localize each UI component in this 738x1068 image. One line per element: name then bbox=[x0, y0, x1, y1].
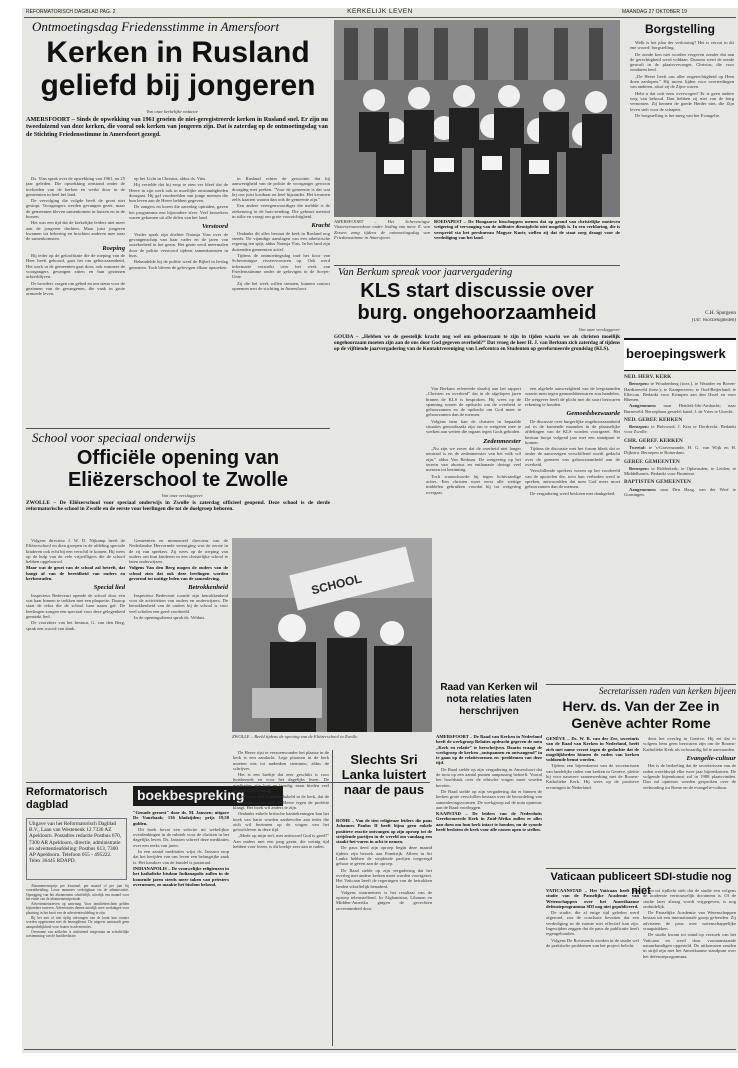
school-photo-caption bbox=[232, 734, 432, 746]
choir-photo-caption bbox=[334, 219, 430, 263]
reformatorisch-terms: Abonnementsprijs per kwartaal, per maand of per jaar bij vooruitbetaling. Losse nummers verkrijgbaar via de administratie. Opzegging van het abonnement schriftelijk, uiterlijk een maand voor het einde van de abonnementsperiode. Advertentietarieven op aanvraag. Voor familieberichten gelden bijzondere tarieven. Advertenties dienen uiterlijk twee werkdagen voor plaatsing in het bezit van de advertentieafdeling te zijn. Bij het niet of niet tijdig ontvangen van de krant kan contact worden opgenomen met de bezorgdienst. De uitgever aanvaardt geen aansprakelijkheid voor fouten in advertenties. Overname van artikelen is uitsluitend toegestaan na schriftelijke toestemming van de hoofdredactie. bbox=[26, 884, 129, 939]
school-headline-1: Officiële opening van bbox=[76, 447, 280, 469]
kls-subhead-gemoedsbezwaarde: Gemoedsbezwaarde bbox=[566, 410, 620, 418]
vaticaan-top-rule bbox=[546, 868, 736, 869]
school-top-rule bbox=[26, 428, 330, 429]
russia-subhead-verstoord: Verstoord bbox=[201, 223, 228, 231]
reformatorisch-title-2: dagblad bbox=[26, 799, 69, 811]
russia-body-col-3: in Rusland echter de gewoonte dat bij aanwezigheid van de politie de voorganger gewoon doorging met preken. "Voor de gemeente is dat wat bij ons juist kostbaar en heel bijzonder. Het kwamen zelfs kaarten waarin dan ook de gemeente zijn." Een andere vertegenwoordiger die meldde is de ziekenzorg in de huis-zending. Die gebeurt meestal in stilte en vraagt om grote voorzichtigheid. Kracht Ondanks dit alles bestaat de kerk in Rusland nog steeds. De vijandige aanslagen van een atheïstische regering ten spijt, aldus Natasja Vins. In het land zijn duizenden gemeenten actief. Tijdens de ontmoetingsdag trad het koor van Scheveningse vissersvrouwen op. Ook werd informatie verstrekt over het werk van Friedensstimme onder de gelovigen in de Sovjet-Unie. Zij die het werk willen steunen, kunnen contact opnemen met de stichting in Amersfoort. bbox=[232, 176, 330, 291]
vaticaan-body-col-1: VATICAANSTAD – Het Vaticaan heeft een studie van de Pauselijke Academie van Wetenschappen over het Amerikaanse defensieprogramma SDI nog niet gepubliceerd. De studie, die al enige tijd geleden werd afgerond, zou de conclusie bevatten dat een verdediging in de ruimte niet effectief kan zijn. Ingewijden zeggen dat de paus de publicatie heeft tegengehouden. Volgens De Rovasenda worden in de studie wel de praktische problemen van het project belicht. bbox=[546, 888, 639, 948]
raad-headline: Raad van Kerken wil nota relaties laten herschrijven bbox=[440, 682, 538, 717]
borgstelling-body: Welk is het plan der verlossing? Het is vervat in dit ene woord: borgstelling. De zonde kon niet worden vergeven zonder dat aan de gerechtigheid werd voldaan. Daarom werd de zonde gestraft in de plaatsvervanger, Christus, die voor zondaren leed. „De Heere heeft ons aller ongerechtigheid op Hem doen aanlopen.” Hij moest lijden voor overtredingen van anderen, alsof zij de Zijne waren. Hebt u dat ooit eens overwogen? Er is geen andere weg van behoud. Dan hebben zij niet van de borg vernomen. Zij kennen de goede Herder niet, die Zijn leven stelt voor de schapen. De borgstelling is het merg van het Evangelie. bbox=[630, 40, 734, 118]
vaticaanstad-dateline: VATICAANSTAD bbox=[546, 888, 582, 893]
svg-text:SCHOOL: SCHOOL bbox=[309, 571, 364, 598]
geneve-kicker: Secretarissen raden van kerken bijeen bbox=[598, 686, 736, 696]
school-body-col-2: Gemeenten en momenteel directeur van de Nederlandse Hervormde vereniging was de eerste in de rij van sprekers. Zij wees op de roeping van ouders om hun kinderen in een christelijke school te laten onderwijzen. Volgens Van den Berg mogen de ouders van de school zien dat ook deze leerlingen worden gevormd tot nuttige leden van de samenleving. Betrokkenheid Inspecteur Bedeveurt toonde zijn betrokkenheid voor de activiteiten van ouders en onderwijzers. De betrokkenheid van de ouders bij de school is voor veel scholen een goed voorbeeld. In de openingsdienst sprak ds. Velduis. bbox=[129, 538, 228, 621]
srilanka-headline: Slechts Sri Lanka luistert naar de paus bbox=[341, 752, 427, 797]
geneve-subhead: Evangelie-cultuur bbox=[686, 754, 736, 762]
book-review-col-1: "Genade geroest" door ds. M. Janssen; uitgave De Vuurbaak; 136 bladzijden; prijs 19,50 gulden. Dit boek bevat een selectie uit wekelijkse overdenkingen in de rubriek voor de christen in het dagelijks leven. Ds. Janssen schreef deze meditaties over een reeks van jaren. In een aantal meditaties wijst ds. Janssen erop dat het berijden van ons leven een belangrijke zaak is. Het karakter van de bundel is pastoraal. INDIANAPOLIS – De vrouwelijke religieuzen in het katholieke bisdom Indianapolis zullen in de komende jaren steeds meer taken van priesters overnemen, zo maakte het bisdom bekend. bbox=[133, 810, 229, 887]
indianapolis-dateline: INDIANAPOLIS bbox=[133, 865, 167, 871]
beroepingswerk-body: NED. HERV. KERK Beroepen: te Woudenberg (toez.), te Waarder en Boven-Hardinxveld (toez.); te Kamperveen; te Oud-Beijerland; te Ellecom. Bedankt voor Krimpen aan den IJssel en voor Rhenen. Aangenomen: naar Hendrik-Ido-Ambacht; naar Barneveld. Beroepbaar gesteld: kand. J. de Vries te Utrecht. NED. GEREF. KERKEN Beroepen: te Bolsward, J. Kim te Dordrecht. Bedankt voor Zwolle. CHR. GEREF. KERKEN Tweetal: te 's-Gravenzande, H. G. van Wijk en H. Dijkstra. Beroepen te Rotterdam. GEREF. GEMEENTEN Beroepen: te Ridderkerk; te Opheusden; te Leiden; te Middelharnis. Bedankt voor Bruinisse. BAPTISTEN GEMEENTEN Aangenomen: naar Den Haag, van der Werf te Groningen. bbox=[624, 374, 736, 497]
geneve-headline-2: Genève achter Rome bbox=[571, 715, 711, 731]
church-section-geref: NED. GEREF. KERKEN bbox=[624, 416, 683, 423]
kls-subhead-zedenmeester: Zedenmeester bbox=[483, 437, 521, 445]
russia-headline-1: Kerken in Rusland bbox=[46, 36, 310, 69]
school-caption-text: ZWOLLE – Beeld tijdens de opening van de Eliëzerschool in Zwolle. bbox=[232, 734, 359, 739]
school-subhead-betrokkenheid: Betrokkenheid bbox=[188, 584, 228, 592]
church-section-chr-geref: CHR. GEREF. KERKEN bbox=[624, 437, 683, 444]
footer-rule bbox=[24, 1049, 736, 1050]
borgstelling-signature-sub: (Uit: Voorzienigheden) bbox=[691, 318, 736, 323]
russia-byline: Van onze kerkelijke redactie bbox=[146, 109, 198, 114]
kls-top-rule bbox=[334, 265, 620, 266]
church-section-geref-gem: GEREF. GEMEENTEN bbox=[624, 458, 680, 465]
school-photo-image bbox=[232, 538, 432, 732]
russia-body-col-2: op het Licht in Christus, aldus ds. Vins. Hij vertelde dat hij erop te zien ver bleef dat de Heere in zijn werk ook in moeilijke omstandigheden doorgaat. Hij gaf voorbeelden van jonge mensen die hun leven aan de Heere hebben gegeven. De zangers en koren die zaterdag optraden, gaven het programma een bijzondere sfeer. Veel bezoekers waren gekomen uit alle delen van het land. Verstoord Verder sprak zijn dochter Natasja Vins over de gevangenschap van haar vader en de jaren van onzekerheid in het gezin. Het gezin werd meermalen door de politie verstoord tijdens samenkomsten in huis. Behandelde hij de politie werd de Bijbel in beslag genomen. Toch bleven de gelovigen elkaar opzoeken. bbox=[129, 176, 228, 270]
borgstelling-box bbox=[624, 22, 736, 334]
boedapest-dateline: BOEDAPEST bbox=[434, 219, 462, 224]
russia-headline-2: geliefd bij jongeren bbox=[40, 69, 316, 102]
srilanka-body: ROME – Van de tien religieuze leiders die paus Johannes Paulus II heeft bijna geen enkele positieve reactie ontvangen op zijn oproep tot de strijdende partijen in de wereld om vandaag een staakt-het-vuren in acht te nemen. De paus deed zijn oproep begin deze maand tijdens zijn bezoek aan Frankrijk. Alleen in Sri Lanka hebben de strijdende partijen toegezegd gehoor te geven aan de oproep. De Raad stelde op zijn vergadering dat het overleg met andere kerken moet worden voortgezet. Het Vaticaan heeft de regeringen van de betrokken landen schriftelijk benaderd. Volgens waarnemers is het resultaat van de oproep teleurstellend. In Afghanistan, Libanon en Midden-Amerika gingen de gevechten onverminderd door. bbox=[336, 818, 432, 911]
geneve-top-rule bbox=[546, 684, 736, 685]
russia-subhead-kracht: Kracht bbox=[311, 222, 330, 230]
kls-body-col-2: een algehele aanwezigheid van de leegstaanden waarin men tegen gemoedsbezwaren zou handelen. De wetgever heeft de plicht met dit soort bezwaren rekening te houden. Gemoedsbezwaarde De discussie over burgerlijke ongehoorzaamheid zal in de komende maanden in de plaatselijke afdelingen van de KLS worden voortgezet. Het bestuur hoopt volgend jaar met een standpunt te komen. Tijdens de discussie met het forum bleek dat er onder de aanwezigen verschillend wordt gedacht over de grenzen van gehoorzaamheid aan de overheid. Verschillende sprekers wezen op het voorbeeld van de apostelen die, toen hun verboden werd te spreken, antwoordden dat men God meer moet gehoorzamen dan de mensen. De vergadering werd besloten met dankgebed. bbox=[525, 386, 620, 496]
russia-lead: AMERSFOORT – Sinds de opwekking van 1961 groeien de niet-geregistreerde kerken in Rusland snel. Er zijn nu tweeduizend van deze kerken, die vooral ook kerken van jongeren zijn. Dat is zaterdag op de ontmoetingsdag van de Stichting Friedensstimme in Amersfoort gezegd. bbox=[26, 116, 328, 138]
choir-photo-image bbox=[334, 20, 620, 217]
reformatorisch-info: Uitgave van het Reformatorisch Dagblad B.V., Laan van Westenenk 12 7336 AZ Apeldoorn. Postadres redactie Postbus 670, 7300 AR Apeldoorn, directie, administratie en advertentieafdeling: Postbus 613, 7300 AP Apeldoorn. Telefoon 055 - 495222. Telex 36445 RDAPD. bbox=[26, 818, 127, 880]
geneve-headline-1: Herv. ds. Van der Zee in bbox=[562, 698, 720, 714]
kaapstad-dateline: KAAPSTAD bbox=[436, 811, 461, 817]
kls-body-col-1: Van Berkum refereerde daarbij aan het rapport „Christen en overheid” dat in de afgelopen jaren binnen de KLS is besproken. Hij wees op de spanning tussen de opdracht om de overheid te gehoorzamen en de opdracht om God meer te gehoorzamen dan de mensen. Volgens hem kan de christen in bepaalde situaties genoodzaakt zijn om te weigeren mee te werken aan wetten die ingaan tegen Gods geboden. Zedenmeester „Nu zijn we zover dat de overheid niet langer neutraal is en de zedenmeester van het volk wil zijn,” aldus Van Berkum. De wetgeving op het terrein van abortus en euthanasie dwingt veel mensen tot bezinning. Toch waarschuwde hij tegen lichtvaardige acties. Een christen moet eerst alle wettige middelen gebruiken voordat hij tot weigering overgaat. bbox=[426, 386, 521, 495]
borgstelling-title: Borgstelling bbox=[644, 22, 715, 36]
masthead-center: KERKELIJK LEVEN bbox=[347, 8, 413, 15]
kls-headline-1: KLS start discussie over bbox=[360, 280, 594, 302]
russia-subhead-roeping: Roeping bbox=[102, 244, 125, 252]
church-section-baptisten: BAPTISTEN GEMEENTEN bbox=[624, 479, 691, 486]
kls-lead: GOUDA – „Hebben we de geestelijk kracht nog wel om gehoorzaam te zijn in tijden waarin we als christen moeilijk ongehoorzaam moeten zijn aan de ons door God gegeven overheid?” Dat vroeg de heer H. J. van Berkum zich zaterdag af tijdens op de vijftiende jaarvergadering van de Kontaktvereniging van Leefcentra en Studenten op gereformeerde grondslag (KLS). bbox=[334, 334, 620, 353]
church-section-herv: NED. HERV. KERK bbox=[624, 374, 672, 380]
geneve-body-col-1: GENÈVE – Ds. W. R. van der Zee, secretaris van de Raad van Kerken in Nederland, heeft zich met name verzet tegen de gedachte dat de mogelijkheden binnen de raden van kerken voldoende benut worden. Tijdens een bijeenkomst van de secretarissen van landelijke raden van kerken in Genève, pleitte hij voor nauwere samenwerking met de Rooms-Katholieke Kerk. Hij wees op de positieve ervaringen in Nederland. bbox=[546, 736, 639, 790]
book-review-col-2: De Heere rijst te verzoenwonder het plaatse in de kerk is een aandacht. Lege plaatsen in de kerk moeten ons tot nadenken stemmen, aldus de schrijver. Het is een boekje dat zeer geschikt is voor huisbezoek en voor het dagelijks lezen. De meditaties zijn kort en bondig, maar bieden veel stof tot overdenking. Een enkel feit is uitgeschakeld in de kerk, dat de visie onder meer niet de Heere tegen de profetie klaagt. Het boek wil anders te zijn. Ondanks enkele kritische kanttekeningen kan het boek van harte worden aanbevolen aan ieder die zich wil bezinnen op de vragen van het geloofsleven in deze tijd. „Mede op mijn stel, met antwoord God is goed!” Aan ouders met een jong gezin, die weinig tijd hebben voor lezen, is dit boekje zeer aan te raden. bbox=[233, 750, 329, 850]
raad-body: AMERSFOORT – De Raad van Kerken in Nederland heeft de werkgroep Relaties opdracht gegeven de nota „Kerk en relatie” te herschrijven. Daarin vraagt de werkgroep de kerken „ontspannen en ontvangend” in te gaan op de relatievormen en -problemen van deze tijd. De Raad stelde op zijn vergadering in Amersfoort dat de nota op een aantal punten aanpassing behoeft. Vooral het hoofdstuk over de ethische vragen moet worden herzien. De Raad stelde op zijn vergadering dat er binnen de kerken grote verschillen bestaan over de beoordeling van samenlevingsvormen. De werkgroep zal de nota opnieuw aan de Raad voorleggen. KAAPSTAD – De leiders van de Nederduits Gereformeerde Kerk in Zuid-Afrika zullen er alles aan doen om hun kerk intact te houden, nu de synode heeft besloten de kerk voor alle rassen open te stellen. bbox=[436, 734, 542, 833]
kls-kicker: Van Berkum spreak voor jaarvergadering bbox=[338, 267, 513, 278]
borgstelling-signature: C.H. Spurgeon bbox=[705, 310, 736, 316]
school-headline-2: Eliëzerschool te Zwolle bbox=[67, 469, 289, 491]
choir-caption-text: AMERSFOORT – Het Scheveningse Vissersvrouwenkoor onder leiding van mevr. E. van Zessen zong tijdens de ontmoetingsdag van Friedensstimme in Amersfoort. bbox=[334, 219, 430, 240]
russia-kicker: Ontmoetingsdag Friedensstimme in Amersfoort bbox=[32, 19, 280, 34]
masthead-left: REFORMATORISCH DAGBLAD PAG. 2 bbox=[26, 9, 116, 15]
school-subhead-lied: Special lied bbox=[93, 584, 125, 592]
school-photo bbox=[232, 538, 432, 732]
school-body-col-1: Volgens directeur J. W. D. Nijkamp heeft de Eliëzerschool en dien groepen in de afdeling speciale kinderen ook echt bij een verschil te komen. Hij wees op de hulp van de vele vrijwilligers die de school hebben opgebouwd. Maar wat de groei van de school zal betreft, dat hangt af van de bereidheid van ouders en kerkenraden. Special lied Inspecteur Bedeveurt opende de school door een wat haar binnen te trekken met een plaquette. Daarop staat de tekst die de school haar naam gaf. De leerlingen zongen een speciaal voor deze gelegenheid gemaakt lied. De voorzitter van het bestuur, G. van den Berg, sprak een woord van dank. bbox=[26, 538, 125, 631]
masthead-right: MAANDAG 27 OKTOBER 19 bbox=[622, 9, 687, 15]
geneve-body-col-2: dens het overleg in Genève. Hij zei dat er volgens hem geen bezwaren zijn om de Rooms-Katholieke Kerk als volwaardig lid te aanvaarden. Evangelie-cultuur Het is de bedoeling dat de secretarissen van de raden wereldwijd elke twee jaar bijeenkomen. De volgende bijeenkomst zal in 1988 plaatsvinden. Dan zal opnieuw worden gesproken over de verhouding tot Rome en de evangelie-cultuur. bbox=[643, 736, 736, 790]
rome-dateline: ROME bbox=[336, 818, 351, 823]
srilanka-left-rule bbox=[332, 750, 333, 1046]
newspaper-sheet bbox=[22, 8, 738, 1053]
beroepingswerk-logo bbox=[624, 338, 736, 371]
beroepingswerk-logo-text: beroepingswerk bbox=[626, 346, 726, 361]
school-byline: Van onze verslaggever bbox=[161, 493, 203, 498]
boekbespreking-title: boekbespreking bbox=[137, 787, 245, 803]
school-kicker: School voor speciaal onderwijs bbox=[32, 430, 196, 445]
russia-body-col-1: Ds. Vins sprak over de opwekking van 1961, nu 25 jaar geleden. Die opwekking ontstond onder de invloeden van de kerken en werkt door in de gemeenten in heel het land. De vervolging die volgde heeft de groei niet gestopt. Voorgangers werden gevangen gezet, maar de gemeenten bleven samenkomen in huizen en in de bossen. Het was een tijd dat de kerkelijke leiders niet meer aan de jongeren dachten. Maar juist jongeren kwamen tot bekering en brachten anderen mee naar de samenkomsten. Roeping Bij ieder op de geloofsknie die de roeping van de Heer heeft gehoord, gaat het om gehoorzaamheid. Het werk in de gemeenten gaat door, ook wanneer de voorgangers gevangen zitten en hun gezinnen achterblijven. De broeders vragen om gebed en om steun voor de gezinnen van de gevangenen, die vaak in grote armoede leven. bbox=[26, 176, 125, 297]
choir-photo bbox=[334, 20, 620, 217]
russia-sidebar: BOEDAPEST – De Hongaarse bisschoppen menen dat op grond van christelijke motieven weigering of vervanging van de militaire dienstplicht niet mogelijk is. In een verklaring, die is verspreid via het persbureau Magyar Kurir, stellen zij dat de staat zorg draagt voor de verdediging van het land. bbox=[434, 219, 620, 240]
kls-headline-2: burg. ongehoorzaamheid bbox=[357, 302, 597, 324]
vaticaan-headline: Vaticaan publiceert SDI-studie nog niet bbox=[550, 871, 732, 897]
reformatorisch-title-1: Reformatorisch bbox=[26, 786, 108, 798]
reformatorisch-box bbox=[26, 786, 129, 1048]
masthead-rule bbox=[24, 17, 736, 18]
kls-byline: Van onze verslaggever bbox=[578, 327, 620, 332]
vaticaan-body-col-2: ten tot tijdlicht stelt dat de studie een volgens de academie vertrouwelijk document is. Of de studie later alsnog wordt vrijgegeven, is nog onduidelijk. De Pauselijke Academie van Wetenschappen bestaat uit een internationale groep geleerden. Zij adviseren de paus over wetenschappelijke vraagstukken. De studie kwam tot stand op verzoek van het Vaticaan en werd door vooraanstaande natuurkundigen opgesteld. De uitkomsten zouden in strijd zijn met het Amerikaanse standpunt over het defensieprogramma. bbox=[643, 888, 736, 959]
school-lead: ZWOLLE – De Eliëzerschool voor speciaal onderwijs in Zwolle is zaterdag officieel geopend. Deze school is de derde reformatorische school in Zwolle en de eerste voor leerlingen die tot de doelgroep behoren. bbox=[26, 500, 330, 513]
